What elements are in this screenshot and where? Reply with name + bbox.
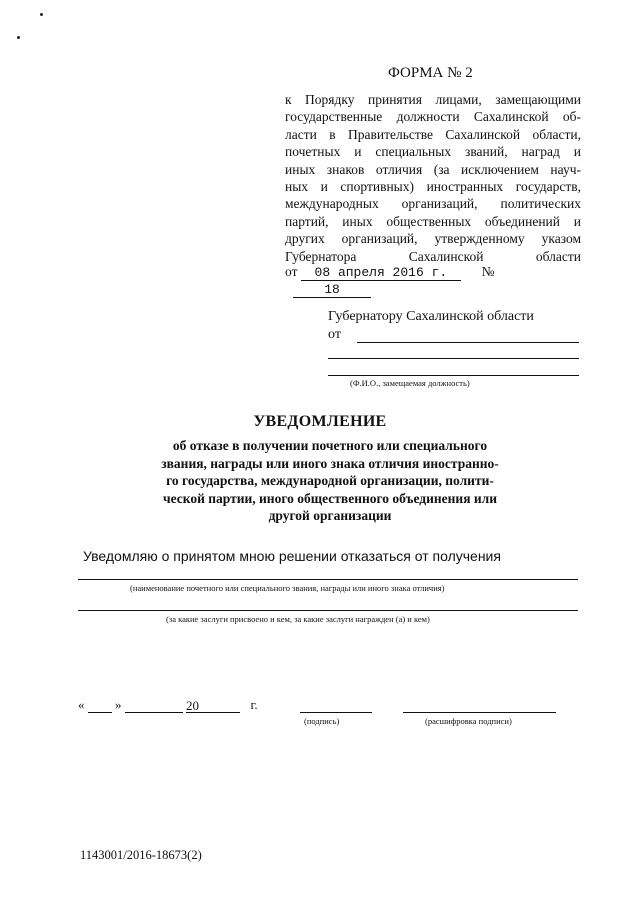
decree-from-word: от <box>285 264 298 279</box>
order-line: ных и спортивных) иностранных государств, <box>285 179 581 195</box>
addressee-from-line <box>357 342 579 343</box>
award-name-line <box>78 579 578 580</box>
merit-line <box>78 610 578 611</box>
order-line: государственные должности Сахалинской об- <box>285 109 581 125</box>
document-title: УВЕДОМЛЕНИЕ <box>253 413 387 430</box>
order-reference <box>285 91 581 265</box>
scan-dot <box>40 13 43 16</box>
award-name-caption: (наименование почетного или специального звания, награды или иного знака отличия) <box>130 583 445 593</box>
order-line: других организаций, утвержденному указом <box>285 231 581 247</box>
notify-text: Уведомляю о принятом мною решении отказаться от получения <box>83 548 501 564</box>
addressee-to: Губернатору Сахалинской области <box>328 309 534 324</box>
addressee-from-word: от <box>328 327 341 342</box>
subtitle-line: го государства, международной организации, полити- <box>166 473 494 489</box>
signature-decoding-caption: (расшифровка подписи) <box>425 716 512 726</box>
month-blank <box>125 698 183 713</box>
order-line: иных знаков отличия (за исключением науч- <box>285 161 581 177</box>
scan-dot <box>17 36 20 39</box>
signature-caption: (подпись) <box>304 716 340 726</box>
subtitle-line: ческой партии, иного общественного объединения или <box>162 490 498 506</box>
form-label: ФОРМА № 2 <box>388 65 473 81</box>
date-close-quote: » <box>115 697 122 712</box>
order-line: ласти в Правительстве Сахалинской области, <box>285 126 581 142</box>
year-suffix: г. <box>250 697 258 712</box>
sign-date <box>78 697 258 713</box>
decree-line <box>285 264 581 298</box>
day-blank <box>88 698 112 713</box>
date-open-quote: « <box>78 697 85 712</box>
year-field <box>186 698 240 713</box>
document-subtitle <box>120 437 540 525</box>
addressee-caption: (Ф.И.О., замещаемая должность) <box>350 378 470 388</box>
subtitle-line: другой организации <box>268 508 392 524</box>
subtitle-line: об отказе в получении почетного или специального <box>172 438 488 453</box>
year-prefix: 20 <box>186 698 199 713</box>
signature-line <box>300 712 372 713</box>
decree-number-sign: № <box>481 264 495 279</box>
signature-decoding-line <box>403 712 556 713</box>
addressee-line <box>328 375 579 376</box>
decree-date: 08 апреля 2016 г. <box>301 265 461 281</box>
merit-caption: (за какие заслуги присвоено и кем, за какие заслуги награжден (а) и кем) <box>166 614 430 624</box>
order-line: к Порядку принятия лицами, замещающими <box>285 92 581 107</box>
order-line: партий, иных общественных объединений и <box>285 213 581 229</box>
order-line: почетных и специальных званий, наград и <box>285 144 581 160</box>
decree-number: 18 <box>293 282 371 298</box>
subtitle-line: звания, награды или иного знака отличия иностранно- <box>161 455 499 471</box>
order-line: Губернатора Сахалинской области <box>285 248 581 264</box>
document-id: 1143001/2016-18673(2) <box>80 848 202 862</box>
order-line: международных организаций, политических <box>285 196 581 212</box>
addressee-line <box>328 358 579 359</box>
